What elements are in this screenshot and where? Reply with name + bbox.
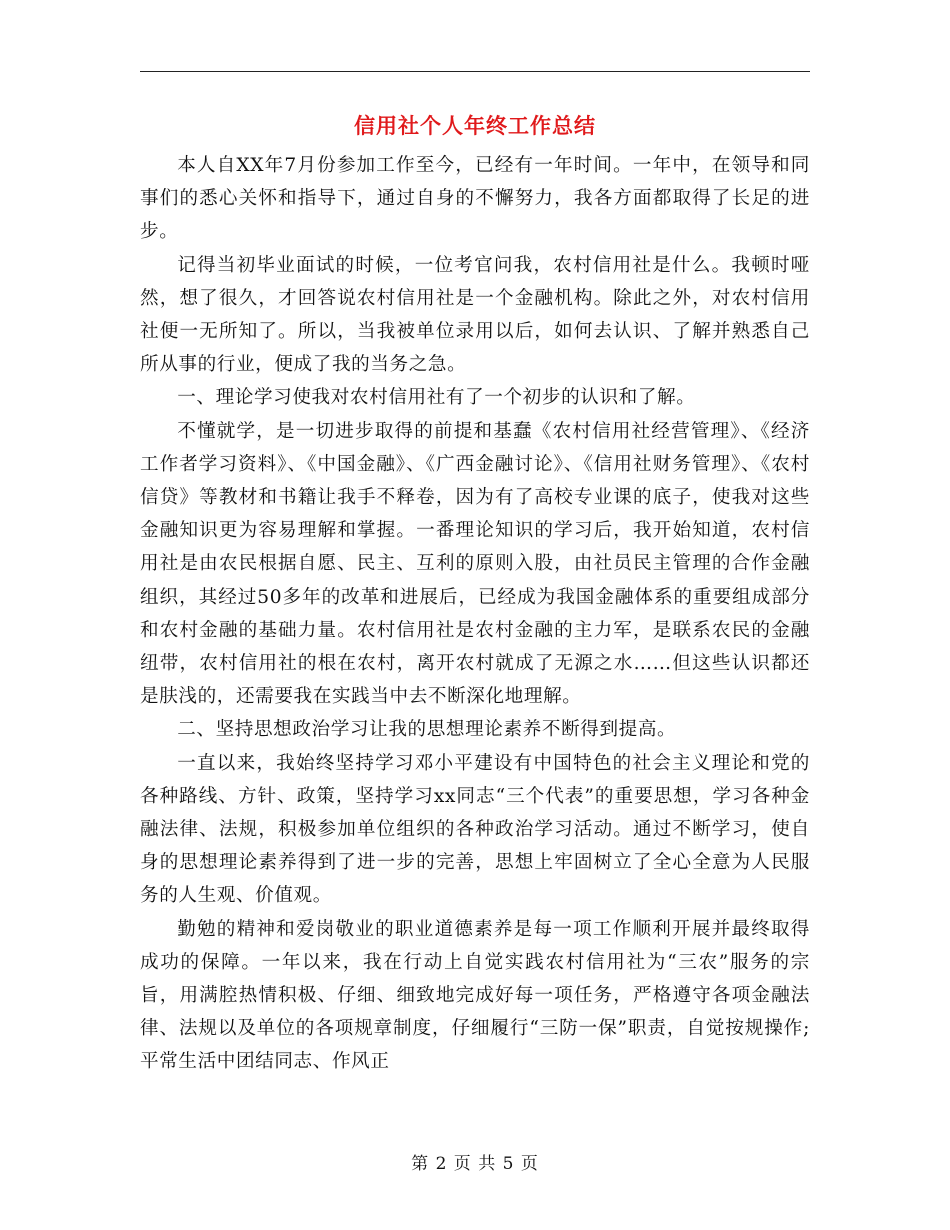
paragraph-work-ethic: 勤勉的精神和爱岗敬业的职业道德素养是每一项工作顺利开展并最终取得成功的保障。一年以来，我在行动上自觉实践农村信用社为“三农”服务的宗旨，用满腔热情积极、仔细、细致地完成好每一项任务，严格遵守各项金融法律、法规以及单位的各项规章制度，仔细履行“三防一保”职责，自觉按规操作;平常生活中团结同志、作风正 xyxy=(140,918,810,1073)
paragraph-interview: 记得当初毕业面试的时候，一位考官问我，农村信用社是什么。我顿时哑然，想了很久，才回答说农村信用社是一个金融机构。除此之外，对农村信用社便一无所知了。所以，当我被单位录用以后，如何去认识、了解并熟悉自己所从事的行业，便成了我的当务之急。 xyxy=(140,254,810,376)
paragraph-intro: 本人自XX年7月份参加工作至今，已经有一年时间。一年中，在领导和同事们的悉心关怀和指导下，通过自身的不懈努力，我各方面都取得了长足的进步。 xyxy=(140,155,810,243)
document-title: 信用社个人年终工作总结 xyxy=(354,113,596,138)
paragraph-theory-study: 不懂就学，是一切进步取得的前提和基蠢《农村信用社经营管理》、《经济工作者学习资料》、《中国金融》、《广西金融讨论》、《信用社财务管理》、《农村信贷》等教材和书籍让我手不释卷，因为有了高校专业课的底子，使我对这些金融知识更为容易理解和掌握。一番理论知识的学习后，我开始知道，农村信用社是由农民根据自愿、民主、互利的原则入股，由社员民主管理的合作金融组织，其经过50多年的改革和进展后，已经成为我国金融体系的重要组成部分和农村金融的基础力量。农村信用社是农村金融的主力军，是联系农民的金融纽带，农村信用社的根在农村，离开农村就成了无源之水……但这些认识都还是肤浅的，还需要我在实践当中去不断深化地理解。 xyxy=(140,420,810,708)
header-rule xyxy=(140,71,810,72)
section-heading-politics: 二、坚持思想政治学习让我的思想理论素养不断得到提高。 xyxy=(177,719,677,741)
page-number: 第 2 页 共 5 页 xyxy=(411,1154,539,1174)
paragraph-politics-study: 一直以来，我始终坚持学习邓小平建设有中国特色的社会主义理论和党的各种路线、方针、政策，坚持学习xx同志“三个代表”的重要思想，学习各种金融法律、法规，积极参加单位组织的各种政治学习活动。通过不断学习，使自身的思想理论素养得到了进一步的完善，思想上牢固树立了全心全意为人民服务的人生观、价值观。 xyxy=(140,752,810,907)
section-heading-theory: 一、理论学习使我对农村信用社有了一个初步的认识和了解。 xyxy=(177,387,696,409)
document-body xyxy=(140,149,810,1079)
